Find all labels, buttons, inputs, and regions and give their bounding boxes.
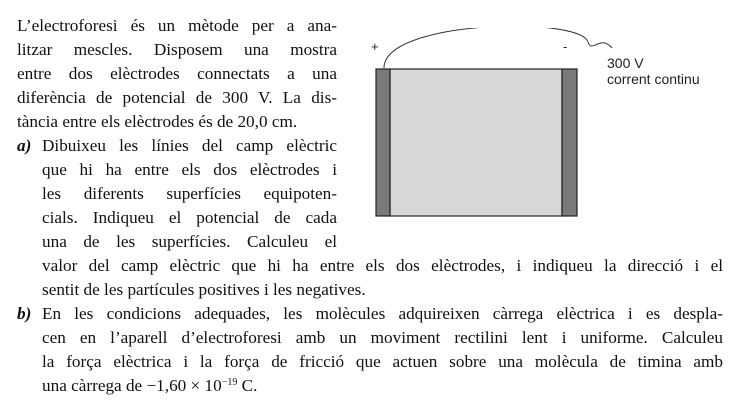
part-a-line-4: cials. Indiqueu el potencial de cada bbox=[42, 208, 337, 227]
part-b-label: b) bbox=[17, 304, 32, 323]
part-b-line-3: la força elèctrica i la força de fricció que actuen sobre una molècula de timina amb bbox=[42, 352, 723, 371]
positive-electrode bbox=[376, 69, 390, 216]
intro-line-2: litzar mescles. Disposem una mostra bbox=[17, 40, 337, 59]
part-a-label: a) bbox=[17, 136, 32, 155]
gel-area bbox=[390, 69, 562, 216]
part-b-line-2: cen en l’aparell d’electroforesi amb un moviment rectilini lent i uniforme. Calculeu bbox=[42, 328, 723, 347]
voltage-label: 300 V bbox=[607, 55, 644, 71]
part-a-line-3: les diferents superfícies equipoten- bbox=[42, 184, 337, 203]
connection-wire bbox=[384, 28, 612, 68]
part-a-line-5: una de les superfícies. Calculeu el bbox=[42, 232, 337, 251]
current-label: corrent continu bbox=[607, 71, 700, 87]
part-a-line-2: que hi ha entre els dos elèctrodes i bbox=[42, 160, 337, 179]
minus-sign: - bbox=[563, 39, 568, 54]
charge-unit: C. bbox=[237, 376, 258, 395]
charge-exponent: −19 bbox=[221, 377, 238, 388]
electrophoresis-diagram bbox=[360, 28, 741, 228]
plus-sign: + bbox=[371, 39, 379, 54]
charge-text: una càrrega de −1,60 × 10 bbox=[42, 376, 222, 395]
intro-line-4: diferència de potencial de 300 V. La dis- bbox=[17, 88, 337, 107]
intro-line-5: tància entre els elèctrodes és de 20,0 cm. bbox=[17, 112, 298, 131]
intro-line-3: entre dos elèctrodes connectats a una bbox=[17, 64, 337, 83]
negative-electrode bbox=[562, 69, 577, 216]
part-b-line-4 bbox=[42, 374, 257, 398]
intro-line-1: L’electroforesi és un mètode per a ana- bbox=[17, 16, 337, 35]
part-a-line-7: sentit de les partícules positives i les negatives. bbox=[42, 280, 366, 299]
part-a-line-1: Dibuixeu les línies del camp elèctric bbox=[42, 136, 337, 155]
part-b-line-1: En les condicions adequades, les molècules adquireixen càrrega elèctrica i es despla- bbox=[42, 304, 723, 323]
part-a-line-6: valor del camp elèctric que hi ha entre els dos elèctrodes, i indiqueu la direcció i el bbox=[42, 256, 723, 275]
